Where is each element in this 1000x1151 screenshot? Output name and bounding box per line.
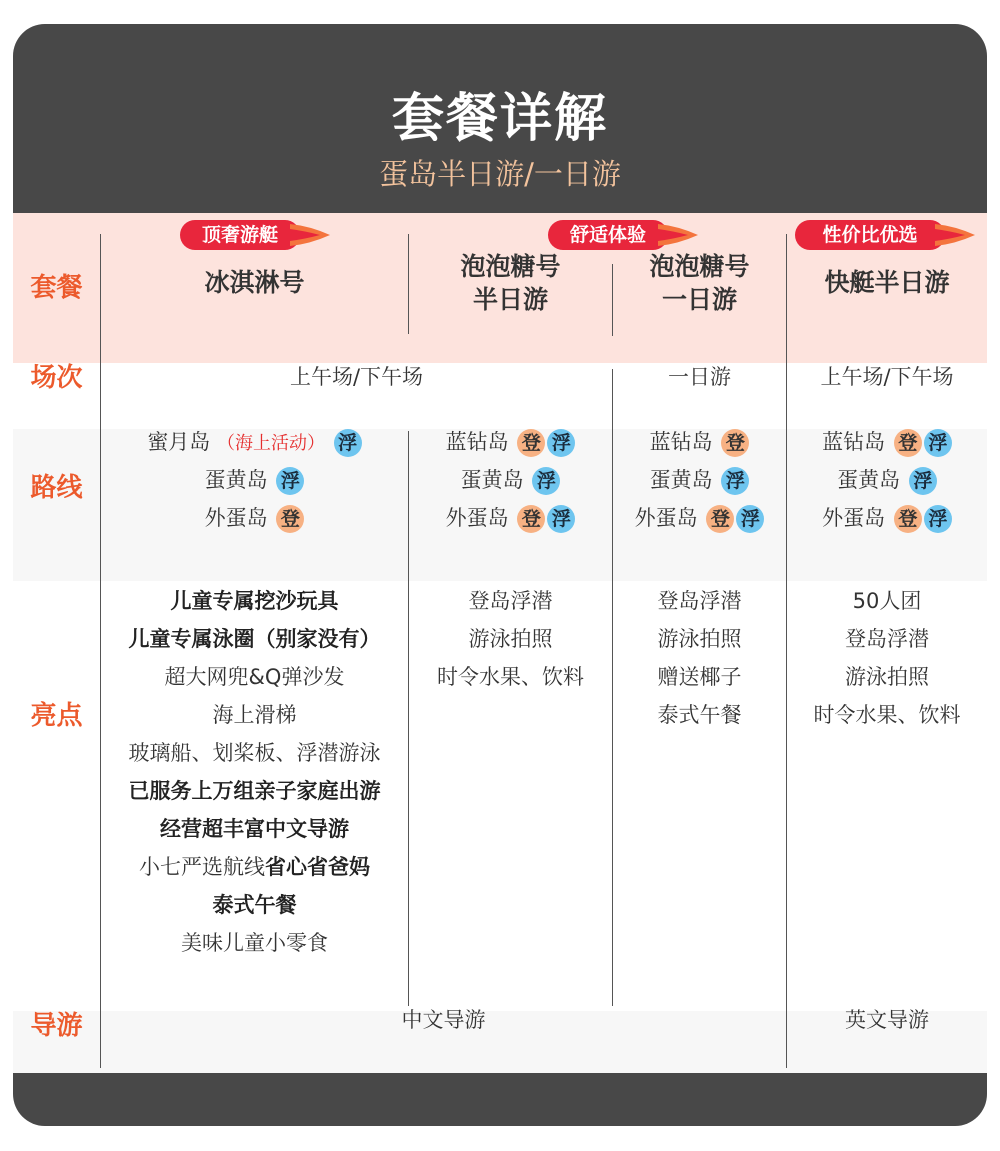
package-ice-cream-label: 冰淇淋号 [204, 268, 305, 297]
label-guide: 导游 [30, 1011, 83, 1041]
island-name: 外蛋岛 [204, 506, 268, 530]
route-ice-cream [101, 423, 408, 537]
float-badge: 浮 [721, 467, 749, 495]
route-bubble-full [613, 423, 786, 537]
highlights-bubble-half [409, 582, 612, 696]
island-name: 蛋黄岛 [460, 468, 524, 492]
highlight-text: 小七严选航线 [139, 855, 265, 879]
land-badge: 登 [721, 429, 749, 457]
island-name: 外蛋岛 [445, 506, 509, 530]
tag-value-label: 性价比优选 [822, 224, 918, 246]
highlight-item [101, 848, 408, 886]
package-bubble-half-line1: 泡泡糖号 [460, 252, 561, 281]
highlights-bubble-full [613, 582, 786, 734]
route-item [409, 461, 612, 499]
land-badge: 登 [894, 505, 922, 533]
island-name: 蛋黄岛 [837, 468, 901, 492]
highlight-item: 儿童专属泳圈（别家没有） [128, 627, 381, 651]
float-badge: 浮 [334, 429, 362, 457]
package-bubble-half [409, 250, 612, 316]
label-route: 路线 [30, 473, 83, 503]
flame-icon [290, 220, 330, 250]
land-badge: 登 [894, 429, 922, 457]
tag-comfort-label: 舒适体验 [569, 224, 646, 246]
float-badge: 浮 [909, 467, 937, 495]
route-item [101, 423, 408, 461]
route-item [101, 499, 408, 537]
tag-value [795, 220, 945, 250]
package-bubble-full-line1: 泡泡糖号 [649, 252, 750, 281]
float-badge: 浮 [736, 505, 764, 533]
guide-chinese: 中文导游 [401, 1008, 486, 1032]
route-item [101, 461, 408, 499]
highlight-item: 时令水果、饮料 [813, 703, 961, 727]
page-subtitle: 蛋岛半日游/一日游 [379, 157, 621, 191]
island-name: 外蛋岛 [822, 506, 886, 530]
highlight-item: 时令水果、饮料 [437, 665, 584, 689]
package-card [13, 24, 987, 1126]
guide-english: 英文导游 [845, 1008, 929, 1032]
session-half-day: 上午场/下午场 [289, 365, 424, 389]
highlight-item: 登岛浮潜 [657, 589, 742, 613]
island-name: 蛋黄岛 [649, 468, 713, 492]
label-highlights: 亮点 [30, 701, 83, 731]
highlight-item: 登岛浮潜 [845, 627, 929, 651]
route-item [787, 461, 987, 499]
highlight-item: 赠送椰子 [657, 665, 742, 689]
package-ice-cream [101, 266, 408, 299]
float-badge: 浮 [532, 467, 560, 495]
sea-activity-note: （海上活动） [217, 433, 325, 454]
route-bubble-half [409, 423, 612, 537]
float-badge: 浮 [547, 429, 575, 457]
highlight-item: 美味儿童小零食 [181, 931, 328, 955]
label-session: 场次 [30, 363, 83, 393]
land-badge: 登 [517, 505, 545, 533]
route-item [613, 461, 786, 499]
tag-premium [180, 220, 300, 250]
highlight-item: 游泳拍照 [468, 627, 553, 651]
flame-icon [658, 220, 698, 250]
flame-icon [935, 220, 975, 250]
tag-premium-label: 顶奢游艇 [201, 224, 278, 246]
highlight-item: 经营超丰富中文导游 [160, 817, 349, 841]
float-badge: 浮 [924, 429, 952, 457]
highlight-item: 已服务上万组亲子家庭出游 [128, 779, 381, 803]
route-speedboat [787, 423, 987, 537]
highlight-item: 儿童专属挖沙玩具 [170, 589, 339, 613]
island-name: 蓝钻岛 [822, 430, 886, 454]
highlight-item: 超大网兜&Q弹沙发 [164, 665, 345, 689]
highlight-item: 泰式午餐 [657, 703, 742, 727]
route-item [787, 423, 987, 461]
float-badge: 浮 [924, 505, 952, 533]
route-item [787, 499, 987, 537]
float-badge: 浮 [547, 505, 575, 533]
label-package: 套餐 [30, 273, 83, 303]
island-name: 蛋黄岛 [204, 468, 268, 492]
package-bubble-full [613, 250, 786, 316]
package-bubble-full-line2: 一日游 [661, 285, 737, 314]
land-badge: 登 [276, 505, 304, 533]
package-speedboat-label: 快艇半日游 [824, 268, 950, 297]
island-name: 外蛋岛 [634, 506, 698, 530]
island-name: 蜜月岛 [147, 430, 211, 454]
package-speedboat [787, 266, 987, 299]
package-bubble-half-line2: 半日游 [472, 285, 548, 314]
highlight-item: 游泳拍照 [845, 665, 929, 689]
route-item [613, 499, 786, 537]
highlight-item: 海上滑梯 [212, 703, 297, 727]
highlight-item: 登岛浮潜 [468, 589, 553, 613]
route-item [613, 423, 786, 461]
land-badge: 登 [517, 429, 545, 457]
highlights-speedboat [787, 582, 987, 734]
highlight-text-bold: 省心省爸妈 [265, 855, 370, 879]
session-speedboat: 上午场/下午场 [820, 365, 954, 389]
highlight-item: 泰式午餐 [212, 893, 297, 917]
session-full-day: 一日游 [668, 365, 731, 389]
route-item [409, 499, 612, 537]
island-name: 蓝钻岛 [445, 430, 509, 454]
land-badge: 登 [706, 505, 734, 533]
highlight-item: 游泳拍照 [657, 627, 742, 651]
highlights-ice-cream [101, 582, 408, 962]
page-title: 套餐详解 [391, 89, 608, 149]
highlight-item: 50人团 [852, 589, 922, 613]
island-name: 蓝钻岛 [649, 430, 713, 454]
highlight-item: 玻璃船、划桨板、浮潜游泳 [128, 741, 381, 765]
float-badge: 浮 [276, 467, 304, 495]
route-item [409, 423, 612, 461]
tag-comfort [548, 220, 668, 250]
